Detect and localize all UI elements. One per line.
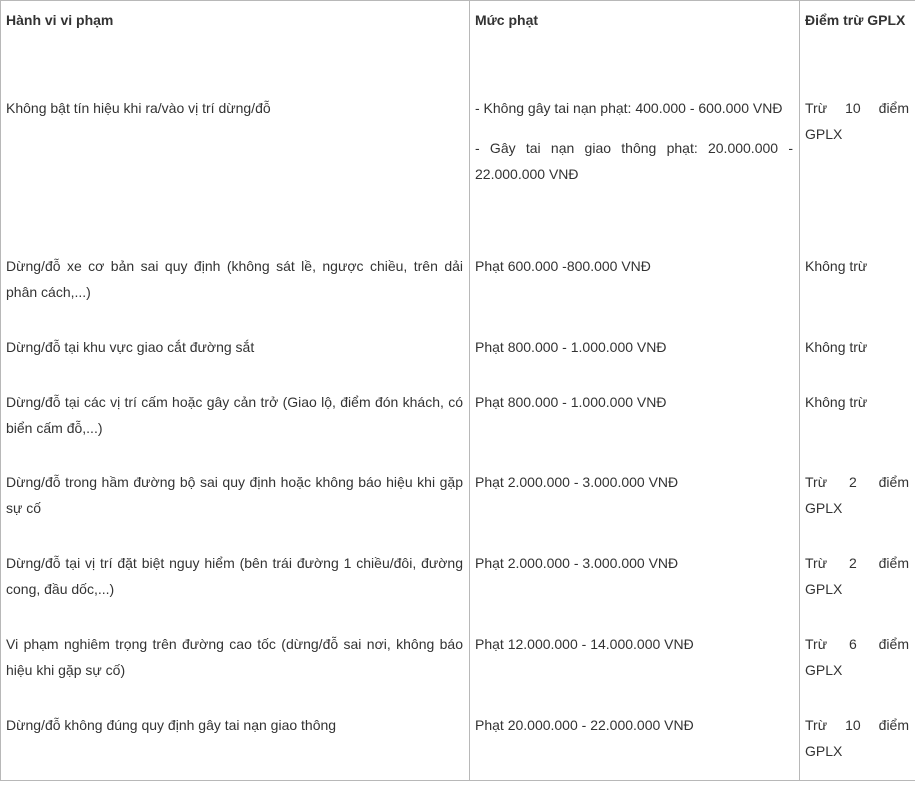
fine-cell: Phạt 800.000 - 1.000.000 VNĐ [470, 333, 800, 388]
points-cell: Không trừ [800, 388, 915, 468]
table-row [1, 549, 915, 630]
points-cell: Trừ 2 điểm GPLX [800, 468, 915, 549]
table-row [1, 630, 915, 711]
violation-cell: Không bật tín hiệu khi ra/vào vị trí dừng/đỗ [1, 82, 470, 252]
fine-line-accident: - Gây tai nạn giao thông phạt: 20.000.000 - 22.000.000 VNĐ [475, 140, 793, 182]
fine-cell: Phạt 2.000.000 - 3.000.000 VNĐ [470, 468, 800, 549]
fine-cell: Phạt 12.000.000 - 14.000.000 VNĐ [470, 630, 800, 711]
points-cell: Trừ 2 điểm GPLX [800, 549, 915, 630]
header-violation: Hành vi vi phạm [1, 1, 470, 83]
points-cell: Trừ 6 điểm GPLX [800, 630, 915, 711]
violation-cell: Dừng/đỗ trong hầm đường bộ sai quy định hoặc không báo hiệu khi gặp sự cố [1, 468, 470, 549]
points-cell: Trừ 10 điểm GPLX [800, 711, 915, 781]
violation-cell: Vi phạm nghiêm trọng trên đường cao tốc (dừng/đỗ sai nơi, không báo hiệu khi gặp sự cố) [1, 630, 470, 711]
fine-cell: Phạt 800.000 - 1.000.000 VNĐ [470, 388, 800, 468]
table-row [1, 711, 915, 781]
fine-cell: Phạt 20.000.000 - 22.000.000 VNĐ [470, 711, 800, 781]
points-cell: Không trừ [800, 252, 915, 333]
table-row [1, 333, 915, 388]
points-cell: Không trừ [800, 333, 915, 388]
fine-cell: Phạt 600.000 -800.000 VNĐ [470, 252, 800, 333]
points-cell: Trừ 10 điểm GPLX [800, 82, 915, 252]
violation-cell: Dừng/đỗ xe cơ bản sai quy định (không sát lề, ngược chiều, trên dải phân cách,...) [1, 252, 470, 333]
violation-cell: Dừng/đỗ tại vị trí đặt biệt nguy hiểm (bên trái đường 1 chiều/đôi, đường cong, đầu dốc,...) [1, 549, 470, 630]
violation-cell: Dừng/đỗ tại khu vực giao cắt đường sắt [1, 333, 470, 388]
table-row [1, 252, 915, 333]
header-points: Điểm trừ GPLX [800, 1, 915, 83]
header-fine: Mức phạt [470, 1, 800, 83]
violation-cell: Dừng/đỗ không đúng quy định gây tai nạn giao thông [1, 711, 470, 781]
violation-cell: Dừng/đỗ tại các vị trí cấm hoặc gây cản trở (Giao lộ, điểm đón khách, có biển cấm đỗ,...) [1, 388, 470, 468]
table-row [1, 468, 915, 549]
fine-cell: Phạt 2.000.000 - 3.000.000 VNĐ [470, 549, 800, 630]
table-row [1, 82, 915, 252]
fine-cell [470, 82, 800, 252]
table-row [1, 388, 915, 468]
table-header-row [1, 1, 915, 83]
fine-line-no-accident: - Không gây tai nạn phạt: 400.000 - 600.000 VNĐ [475, 100, 783, 116]
